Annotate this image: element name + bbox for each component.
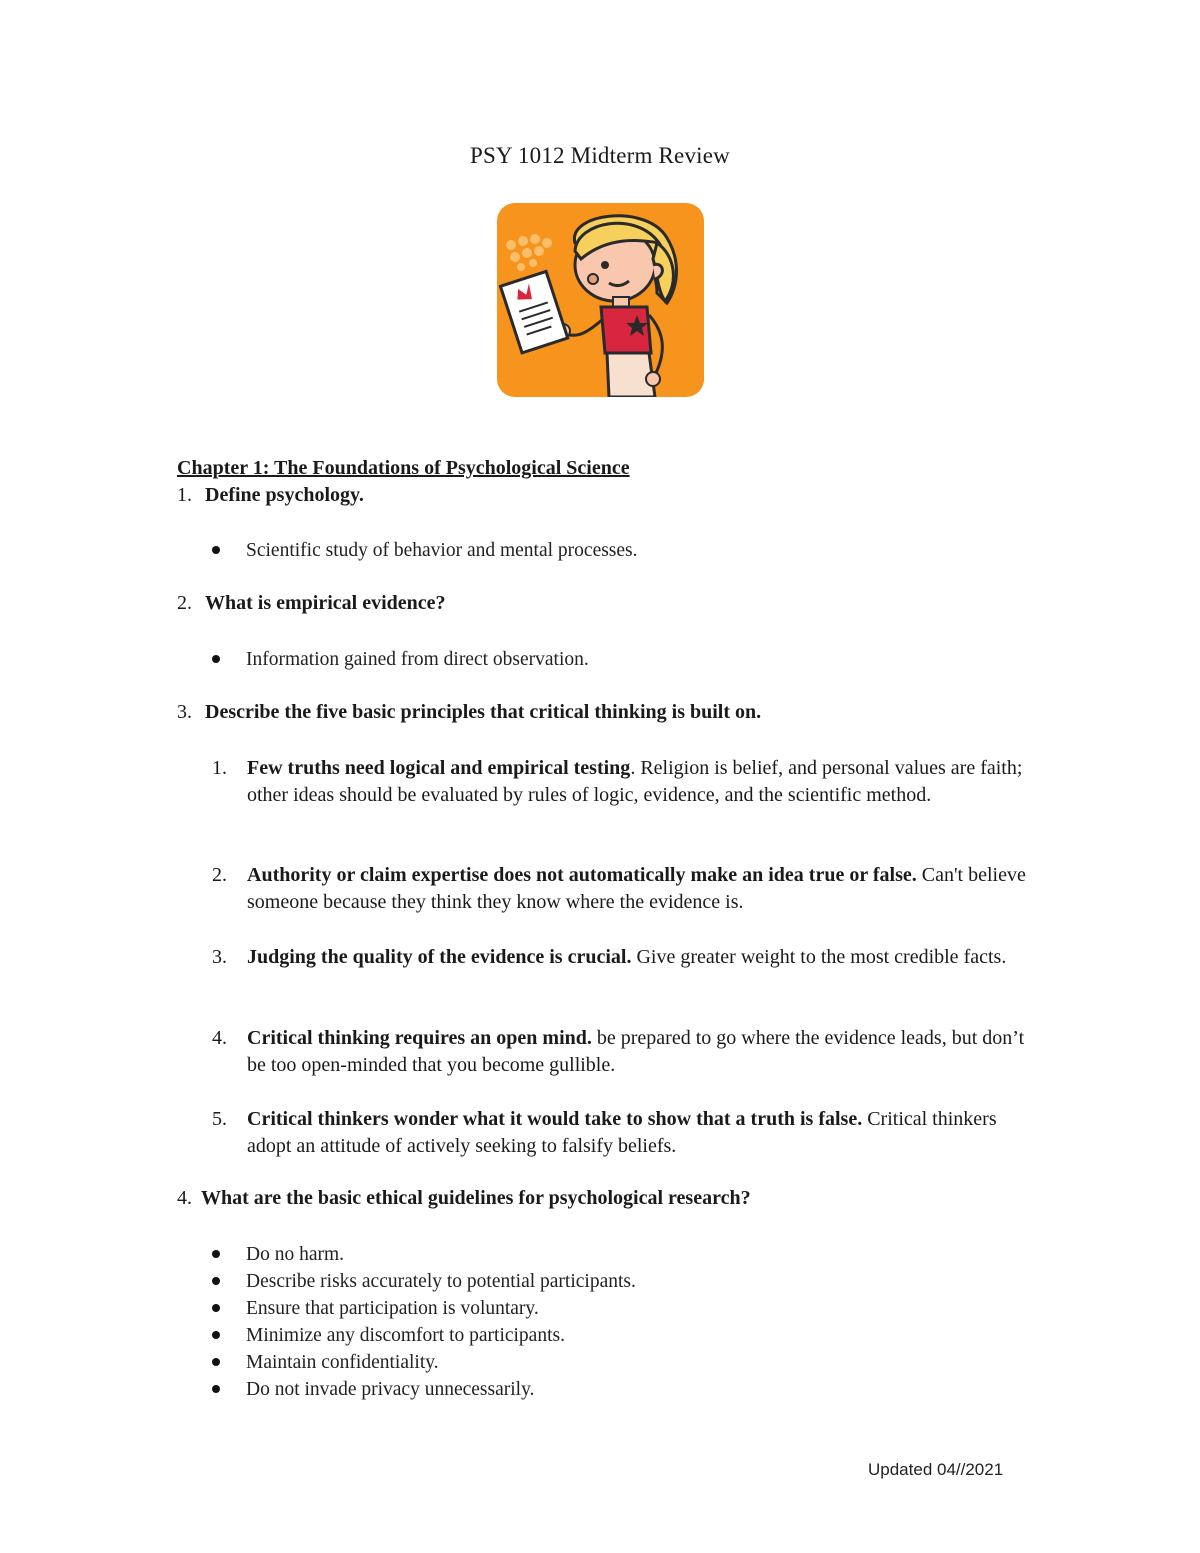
question-text: Describe the five basic principles that critical thinking is built on.	[205, 701, 762, 723]
principle-title: Authority or claim expertise does not automatically make an idea true or false.	[247, 864, 917, 886]
bullet-icon	[212, 1358, 220, 1366]
answer-text: Describe risks accurately to potential participants.	[246, 1271, 636, 1292]
student-with-graded-paper-icon	[497, 203, 704, 397]
principle-title: Critical thinkers wonder what it would take to show that a truth is false.	[247, 1108, 863, 1130]
bullet-icon	[212, 1304, 220, 1312]
question-text: What is empirical evidence?	[205, 592, 446, 614]
question-1	[177, 484, 364, 507]
answer-text: Do no harm.	[246, 1244, 345, 1265]
principle-number: 3.	[212, 946, 227, 968]
principle-text: Give greater weight to the most credible facts.	[631, 946, 1007, 968]
principle-text: . Religion is belief, and personal values are faith; other ideas should be evaluated by rules of logic, evidence, and the scientific method.	[247, 757, 1023, 806]
bullet-icon	[212, 546, 220, 554]
principle-number: 1.	[212, 757, 227, 779]
question-text: What are the basic ethical guidelines for psychological research?	[201, 1187, 751, 1209]
footer-updated-date: Updated 04//2021	[868, 1460, 1004, 1479]
bullet-icon	[212, 1277, 220, 1285]
question-number: 3.	[177, 701, 192, 723]
principle-title: Few truths need logical and empirical testing	[247, 757, 631, 779]
bullet-icon	[212, 655, 220, 663]
principle-title: Judging the quality of the evidence is crucial.	[247, 946, 632, 968]
page-title: PSY 1012 Midterm Review	[470, 143, 730, 168]
question-2	[177, 592, 446, 615]
chapter-heading: Chapter 1: The Foundations of Psychological Science	[177, 457, 630, 479]
answer-text: Ensure that participation is voluntary.	[246, 1298, 539, 1319]
bullet-icon	[212, 1385, 220, 1393]
principle-number: 5.	[212, 1108, 227, 1130]
question-4	[177, 1187, 751, 1210]
principle-number: 2.	[212, 864, 227, 886]
question-text: Define psychology.	[205, 484, 364, 506]
answer-text: Minimize any discomfort to participants.	[246, 1325, 565, 1346]
answer-text: Do not invade privacy unnecessarily.	[246, 1379, 535, 1400]
principle-number: 4.	[212, 1027, 227, 1049]
question-number: 1.	[177, 484, 192, 506]
principle-text: be prepared to go where the evidence leads, but don’t be too open-minded that you become gullible.	[247, 1027, 1025, 1076]
bullet-icon	[212, 1331, 220, 1339]
question-3	[177, 701, 761, 724]
answer-text: Maintain confidentiality.	[246, 1352, 439, 1373]
answer-text: Scientific study of behavior and mental processes.	[246, 540, 638, 561]
question-number: 4.	[177, 1187, 192, 1209]
bullet-icon	[212, 1250, 220, 1258]
principle-text: Can't believe someone because they think they know where the evidence is.	[247, 864, 1026, 913]
answer-text: Information gained from direct observation.	[246, 649, 589, 670]
principle-text: Critical thinkers adopt an attitude of actively seeking to falsify beliefs.	[247, 1108, 997, 1157]
principle-title: Critical thinking requires an open mind.	[247, 1027, 592, 1049]
question-number: 2.	[177, 592, 192, 614]
